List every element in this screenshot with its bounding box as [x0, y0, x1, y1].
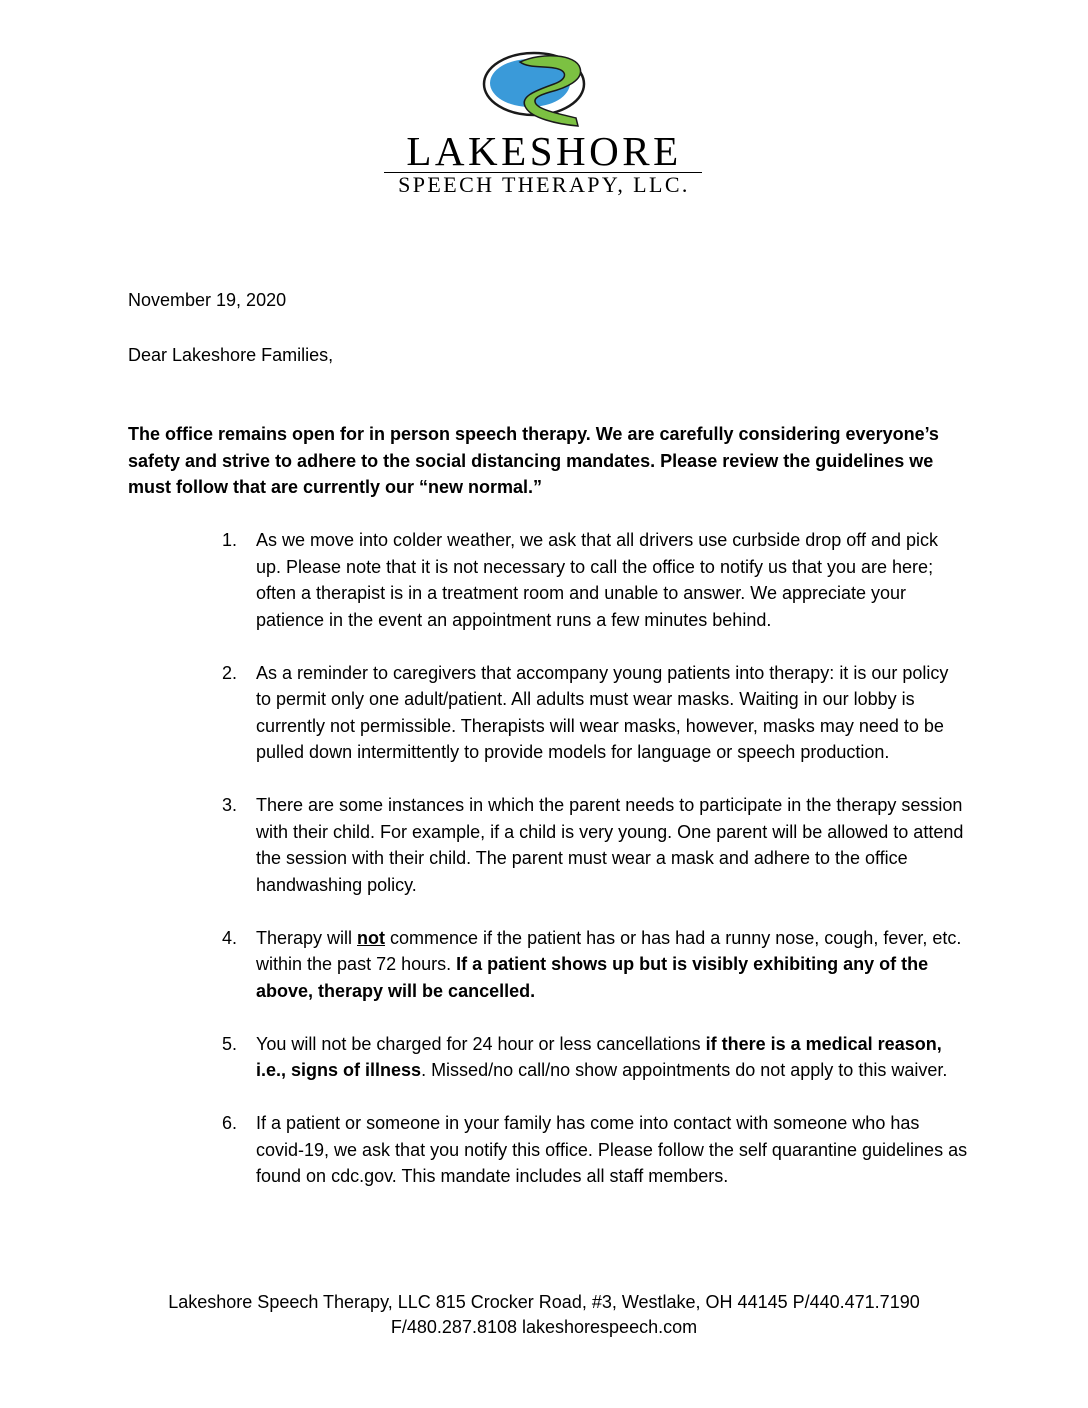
list-item — [222, 1031, 968, 1084]
item-text-bold: if there is a medical reason, i.e., signs of illness — [256, 1033, 942, 1080]
item-number: 1. — [222, 530, 238, 550]
item-text-start: Therapy will — [256, 927, 358, 948]
item-text: There are some instances in which the parent needs to participate in the therapy session with their child. For example, if a child is very young. One parent will be allowed to attend the session with their child. The parent must wear a mask and adhere to the office handwashing policy. — [256, 795, 964, 895]
list-item — [222, 925, 968, 1005]
item-text: As a reminder to caregivers that accompany young patients into therapy: it is our policy to permit only one adult/patient. All adults must wear masks. Waiting in our lobby is currently not permissible. Therapists will wear masks, however, masks may need to be pulled down intermittently to provide models for language or speech production. — [256, 662, 949, 762]
item-text-end: . Missed/no call/no show appointments do not apply to this waiver. — [421, 1060, 948, 1080]
list-item — [222, 527, 968, 633]
item-number: 4. — [222, 927, 238, 948]
guidelines-list — [222, 527, 968, 1190]
letter-greeting: Dear Lakeshore Families, — [128, 345, 334, 365]
item-text: As we move into colder weather, we ask that all drivers use curbside drop off and pick up. Please note that it is not necessary to call the office to notify us that you are here; often a therapist is in a treatment room and unable to answer. We appreciate your patience in the event an appointment runs a few minutes behind. — [256, 530, 939, 630]
speech-bubble-lake-icon — [480, 48, 592, 130]
item-text-bold: If a patient shows up but is visibly exhibiting any of the above, therapy will be cancelled. — [256, 954, 929, 1001]
logo-subtitle: SPEECH THERAPY, LLC. — [398, 172, 690, 197]
list-item — [222, 1110, 968, 1190]
item-number: 6. — [222, 1113, 238, 1133]
item-number: 5. — [222, 1033, 238, 1054]
list-item — [222, 792, 968, 898]
letter-footer — [0, 1290, 1088, 1340]
item-text: If a patient or someone in your family has come into contact with someone who has covid-19, we ask that you notify this office. Please follow the self quarantine guidelines as found on cdc.gov. This mandate includes all staff members. — [256, 1113, 968, 1186]
company-logo — [370, 44, 718, 204]
letter-intro: The office remains open for in person speech therapy. We are carefully considering everyone’s safety and strive to adhere to the social distancing mandates. Please review the guidelines we must follow that are currently our “new normal.” — [128, 424, 939, 497]
item-text-start: You will not be charged for 24 hour or less cancellations — [256, 1033, 706, 1054]
item-number: 3. — [222, 795, 238, 815]
footer-address-line: Lakeshore Speech Therapy, LLC 815 Crocker Road, #3, Westlake, OH 44145 P/440.471.7190 — [168, 1292, 920, 1312]
footer-contact-line: F/480.287.8108 lakeshorespeech.com — [390, 1317, 698, 1337]
letter-date: November 19, 2020 — [128, 290, 287, 310]
emphasis-not: not — [357, 927, 386, 948]
item-number: 2. — [222, 662, 238, 683]
logo-name: LAKESHORE — [406, 128, 682, 174]
list-item — [222, 660, 968, 766]
item-text-middle: commence if the patient has or has had a runny nose, cough, fever, etc. within the past 72 hours. — [256, 927, 962, 974]
